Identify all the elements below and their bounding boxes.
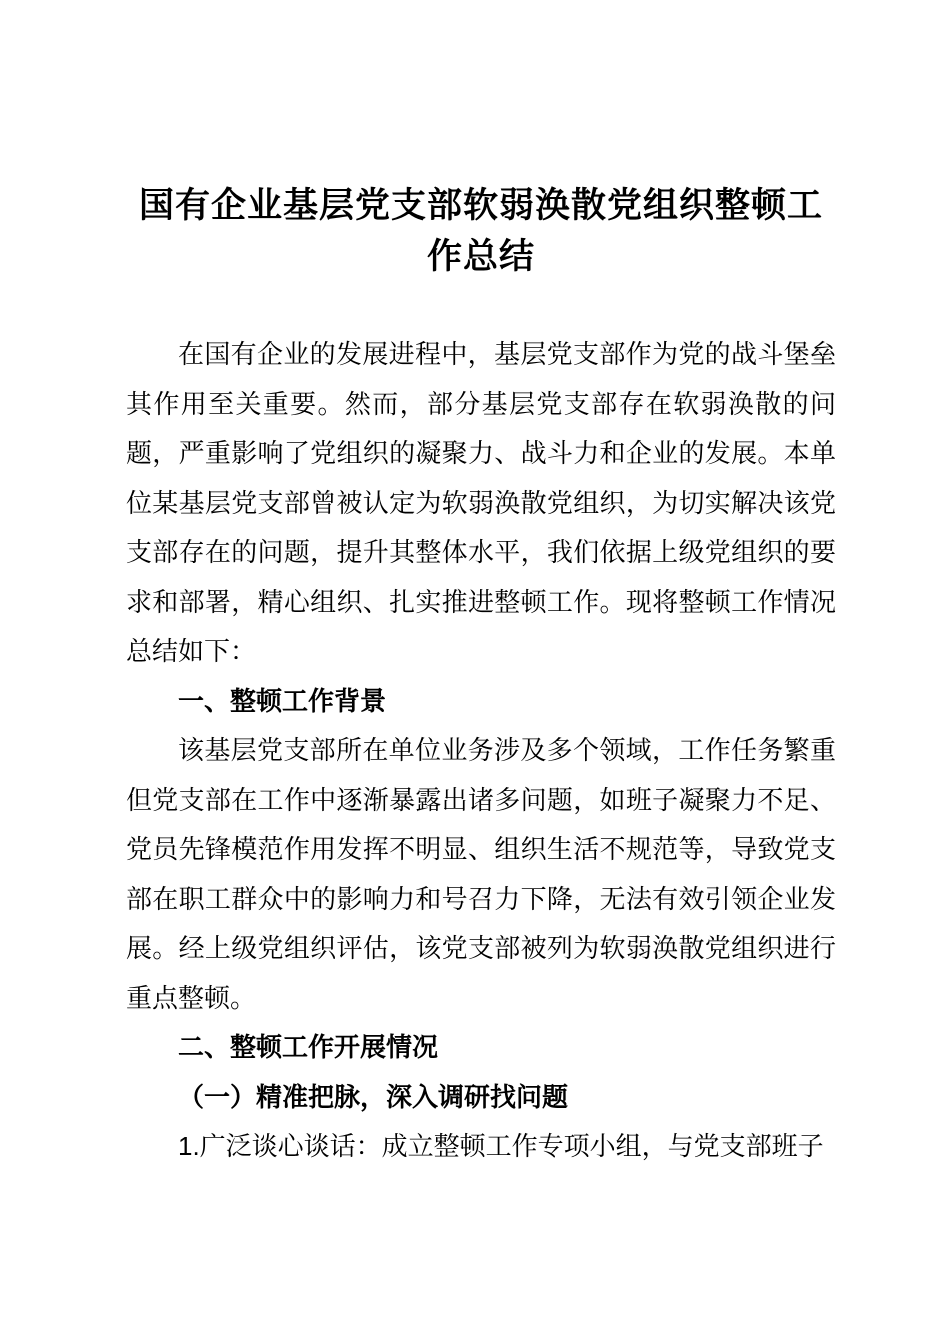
body-paragraph: 1.广泛谈心谈话：成立整顿工作专项小组，与党支部班子 bbox=[178, 1131, 824, 1161]
body-paragraph: 该基层党支部所在单位业务涉及多个领域，工作任务繁重但党支部在工作中逐渐暴露出诸多问题，如班子凝聚力不足、党员先锋模范作用发挥不明显、组织生活不规范等，导致党支部在职工群众中的影响力和号召力下降，无法有效引领企业发展。经上级党组织评估，该党支部被列为软弱涣散党组织进行重点整顿。 bbox=[126, 735, 836, 1013]
section-heading: 二、整顿工作开展情况 bbox=[178, 1032, 439, 1062]
section-heading: （一）精准把脉，深入调研找问题 bbox=[178, 1081, 569, 1112]
section-heading: 一、整顿工作背景 bbox=[178, 685, 387, 716]
body-paragraph: 在国有企业的发展进程中，基层党支部作为党的战斗堡垒其作用至关重要。然而，部分基层党支部存在软弱涣散的问题，严重影响了党组织的凝聚力、战斗力和企业的发展。本单位某基层党支部曾被认定为软弱涣散党组织，为切实解决该党支部存在的问题，提升其整体水平，我们依据上级党组织的要求和部署，精心组织、扎实推进整顿工作。现将整顿工作情况总结如下： bbox=[126, 339, 836, 666]
document-title: 国有企业基层党支部软弱涣散党组织整顿工作总结 bbox=[138, 186, 823, 276]
document-body bbox=[126, 330, 836, 1172]
